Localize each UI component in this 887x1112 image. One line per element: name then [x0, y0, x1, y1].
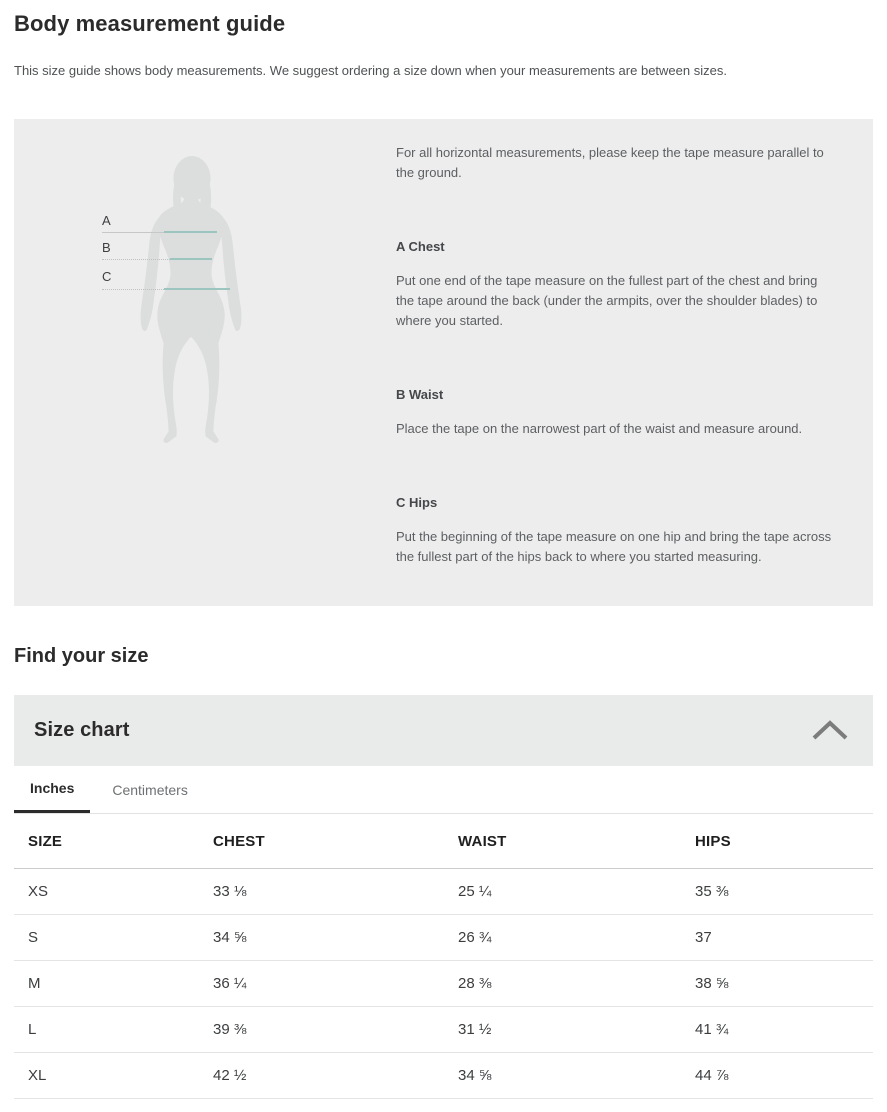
units-tabs: [14, 766, 873, 814]
table-row: [14, 1007, 873, 1053]
measure-line-chest: [102, 231, 217, 233]
measure-label-c: C: [102, 269, 112, 284]
measurement-guide-panel: [14, 119, 873, 606]
body-figure-area: [14, 119, 382, 606]
tab-inches[interactable]: [14, 766, 90, 813]
cell-chest: 34 ⅝: [213, 915, 458, 961]
cell-hips: 41 ¾: [695, 1007, 873, 1053]
column-header-chest: CHEST: [213, 814, 458, 869]
cell-size: S: [14, 915, 213, 961]
column-header-size: SIZE: [14, 814, 213, 869]
measure-line-chest-accent: [164, 231, 217, 233]
size-chart-title: Size chart: [34, 719, 130, 741]
cell-waist: 28 ⅜: [458, 961, 695, 1007]
cell-size: M: [14, 961, 213, 1007]
measurement-instructions: [382, 119, 873, 606]
cell-chest: 42 ½: [213, 1053, 458, 1099]
hips-section-body: Put the beginning of the tape measure on one hip and bring the tape across the fullest part of the hips back to where you started measuring.: [396, 529, 832, 564]
cell-size: L: [14, 1007, 213, 1053]
find-your-size-heading: Find your size: [14, 645, 149, 667]
measure-line-waist-accent: [170, 258, 212, 260]
column-header-hips: HIPS: [695, 814, 873, 869]
measure-label-a: A: [102, 213, 111, 228]
page-title: Body measurement guide: [14, 11, 286, 36]
cell-hips: 38 ⅝: [695, 961, 873, 1007]
chevron-up-icon[interactable]: [811, 720, 849, 741]
cell-waist: 34 ⅝: [458, 1053, 695, 1099]
chest-section-heading: A Chest: [396, 239, 445, 254]
table-row: [14, 1053, 873, 1099]
cell-waist: 25 ¼: [458, 869, 695, 915]
measure-label-b: B: [102, 240, 111, 255]
column-header-waist: WAIST: [458, 814, 695, 869]
page-subtitle: This size guide shows body measurements. We suggest ordering a size down when your measurements are between sizes.: [14, 63, 727, 78]
cell-size: XS: [14, 869, 213, 915]
measure-line-hips: [102, 288, 230, 290]
measure-line-hips-lead: [102, 289, 164, 290]
hips-section-heading: C Hips: [396, 495, 438, 510]
measure-line-chest-lead: [102, 232, 164, 233]
table-row: [14, 915, 873, 961]
cell-size: XL: [14, 1053, 213, 1099]
waist-section-body: Place the tape on the narrowest part of the waist and measure around.: [396, 421, 803, 436]
body-silhouette-image: [108, 152, 274, 455]
table-row: [14, 961, 873, 1007]
measure-line-waist: [102, 258, 212, 260]
cell-hips: 37: [695, 915, 873, 961]
cell-chest: 33 ⅛: [213, 869, 458, 915]
tab-centimeters-label: Centimeters: [112, 781, 188, 798]
cell-chest: 39 ⅜: [213, 1007, 458, 1053]
cell-hips: 44 ⅞: [695, 1053, 873, 1099]
size-chart-accordion-toggle[interactable]: [14, 695, 873, 766]
cell-waist: 26 ¾: [458, 915, 695, 961]
chest-section-body: Put one end of the tape measure on the fullest part of the chest and bring the tape around the back (under the armpits, over the shoulder blades) to where you started.: [396, 273, 818, 328]
tab-centimeters[interactable]: [96, 766, 203, 813]
table-row: [14, 869, 873, 915]
tab-inches-label: Inches: [30, 780, 75, 796]
measure-line-hips-accent: [164, 288, 230, 290]
cell-waist: 31 ½: [458, 1007, 695, 1053]
size-chart-table: [14, 814, 873, 1099]
waist-section-heading: B Waist: [396, 387, 444, 402]
table-header-row: [14, 814, 873, 869]
cell-hips: 35 ⅜: [695, 869, 873, 915]
size-guide-page: [14, 0, 873, 1099]
measure-line-waist-lead: [102, 259, 170, 260]
instructions-intro: For all horizontal measurements, please keep the tape measure parallel to the ground.: [396, 145, 824, 180]
cell-chest: 36 ¼: [213, 961, 458, 1007]
